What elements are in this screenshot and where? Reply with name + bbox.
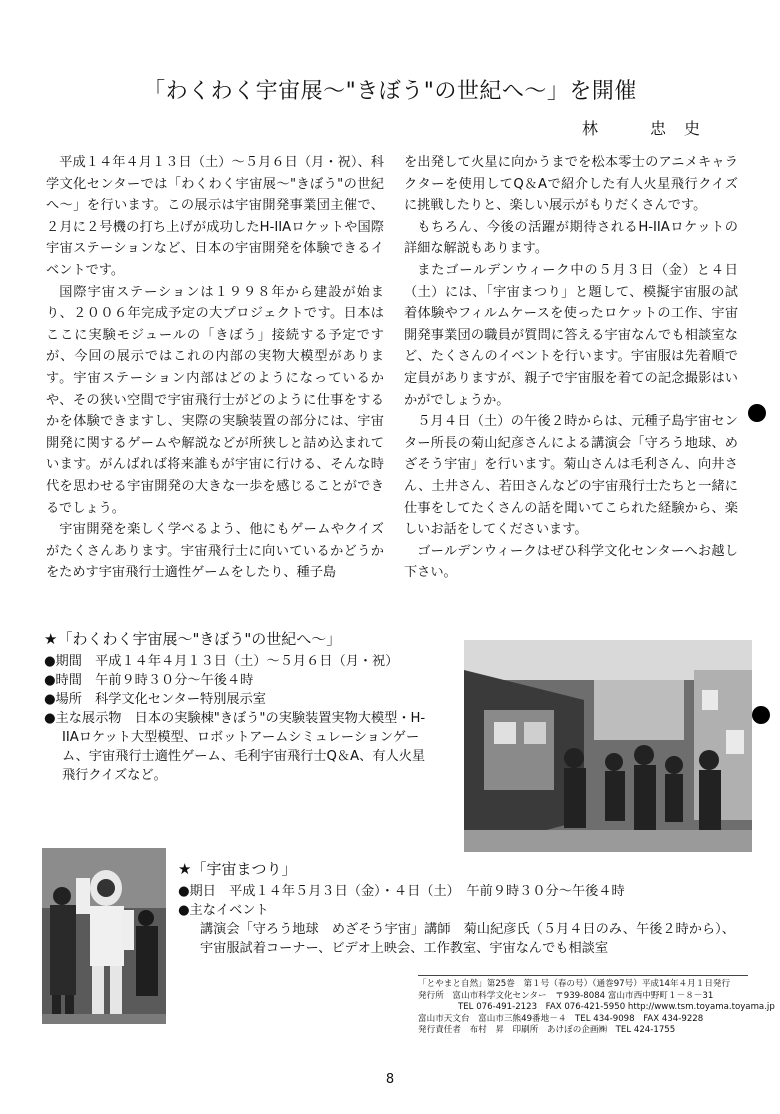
exhibit-items: ム、宇宙飛行士適性ゲーム、毛利宇宙飛行士Q＆A、有人火星 (62, 749, 426, 764)
exhibit-hours: ●時間 午前９時３０分～午後４時 (44, 673, 254, 688)
colophon-line: TEL 076-491-2123 FAX 076-421-5950 http://www.tsm.toyama.toyama.jp (458, 1002, 775, 1013)
festival-info-box (178, 860, 738, 958)
paragraph: ゴールデンウィークはぜひ科学文化センターへお越し下さい。 (404, 543, 738, 581)
colophon (418, 975, 775, 1037)
colophon-line: 富山市天文台 富山市三熊49番地－４ TEL 434-9098 FAX 434-9228 (418, 1013, 704, 1024)
festival-date: ●期日 平成１４年５月３日（金）・４日（土） 午前９時３０分～午後４時 (178, 884, 625, 899)
paragraph: を出発して火星に向かうまでを松本零士のアニメキャラクターを使用してQ＆Aで紹介した有人火星飛行クイズに挑戦したりと、楽しい展示がもりだくさんです。 (404, 155, 738, 214)
paragraph: 宇宙開発を楽しく学べるよう、他にもゲームやクイズがたくさんあります。宇宙飛行士に向いているかどうかをためす宇宙飛行士適性ゲームをしたり、種子島 (46, 522, 384, 581)
author-name: 林 忠史 (581, 119, 718, 138)
binder-hole (748, 404, 766, 422)
paragraph: 国際宇宙ステーションは１９９８年から建設が始まり、２００６年完成予定の大プロジェクトです。日本はここに実験モジュールの「きぼう」接続する予定ですが、今回の展示ではこれの内部の実物大模型があります。宇宙ステーション内部はどのようになっているかや、その狭い空間で宇宙飛行士がどのように仕事をするかを体験できますし、実際の実験装置の部分には、宇宙開発に関するゲームや解説などが所狭しと詰め込まれています。がんばれば将来誰もが宇宙に行ける、そんな時代を思わせる宇宙開発の大きな一歩を感じることができるでしょう。 (46, 284, 384, 516)
exhibition-hall-photo (464, 640, 752, 852)
exhibit-heading: ★「わくわく宇宙展～"きぼう"の世紀へ～」 (44, 630, 342, 648)
paragraph: もちろん、今後の活躍が期待されるH-IIAロケットの詳細な解説もあります。 (404, 219, 738, 257)
exhibit-place: ●場所 科学文化センター特別展示室 (44, 692, 266, 707)
paragraph: またゴールデンウィーク中の５月３日（金）と４日（土）には、「宇宙まつり」と題して、模擬宇宙服の試着体験やフィルムケースを使ったロケットの工作、宇宙開発事業団の職員が質問に答える宇宙なんでも相談室など、たくさんのイベントを行います。宇宙服は先着順で定員がありますが、親子で宇宙服を着ての記念撮影はいかがでしょうか。 (404, 262, 738, 408)
exhibit-items: IIAロケット大型模型、ロボットアームシミュレーションゲー (62, 730, 420, 745)
colophon-line: 「とやまと自然」第25巻 第１号（春の号）（通巻97号）平成14年４月１日発行 (418, 979, 731, 989)
paragraph: ５月４日（土）の午後２時からは、元種子島宇宙センター所長の菊山紀彦さんによる講演会「守ろう地球、めざそう宇宙」を行います。菊山さんは毛利さん、向井さん、土井さん、若田さんなどの宇宙飛行士たちと一緒に仕事をしてたくさんの話を聞いてこられた経験から、楽しいお話をしてくださいます。 (404, 414, 738, 538)
exhibit-items: 飛行クイズなど。 (62, 768, 167, 783)
article-column-2 (404, 152, 738, 584)
festival-events-label: ●主なイベント (178, 903, 269, 918)
astronaut-suit-photo (42, 848, 166, 1024)
exhibit-info-box (44, 630, 474, 785)
exhibit-period: ●期間 平成１４年４月１３日（土）～５月６日（月・祝） (44, 654, 399, 669)
article-title: 「わくわく宇宙展～"きぼう"の世紀へ～」を開催 (143, 79, 637, 104)
festival-events: 講演会「守ろう地球 めざそう宇宙」講師 菊山紀彦氏（５月４日のみ、午後２時から）、 (200, 922, 735, 937)
colophon-line: 発行所 富山市科学文化センター 〒939-8084 富山市西中野町１－８－31 (418, 990, 714, 1001)
festival-heading: ★「宇宙まつり」 (178, 860, 297, 878)
festival-events: 宇宙服試着コーナー、ビデオ上映会、工作教室、宇宙なんでも相談室 (200, 941, 609, 956)
exhibit-items: ●主な展示物 日本の実験棟"きぼう"の実験装置実物大模型・H- (44, 711, 426, 726)
paragraph: 平成１４年４月１３日（土）～５月６日（月・祝）、科学文化センターでは「わくわく宇宙展～"きぼう"の世紀へ～」を行います。この展示は宇宙開発事業団主催で、２月に２号機の打ち上げが成功したH-IIAロケットや国際宇宙ステーションなど、日本の宇宙開発を体験できるイベントです。 (46, 155, 384, 278)
page-number: 8 (385, 1072, 395, 1087)
article-column-1 (46, 152, 384, 584)
binder-hole (752, 706, 770, 724)
colophon-line: 発行責任者 布村 昇 印刷所 あけぼの企画㈱ TEL 424-1755 (418, 1025, 676, 1036)
